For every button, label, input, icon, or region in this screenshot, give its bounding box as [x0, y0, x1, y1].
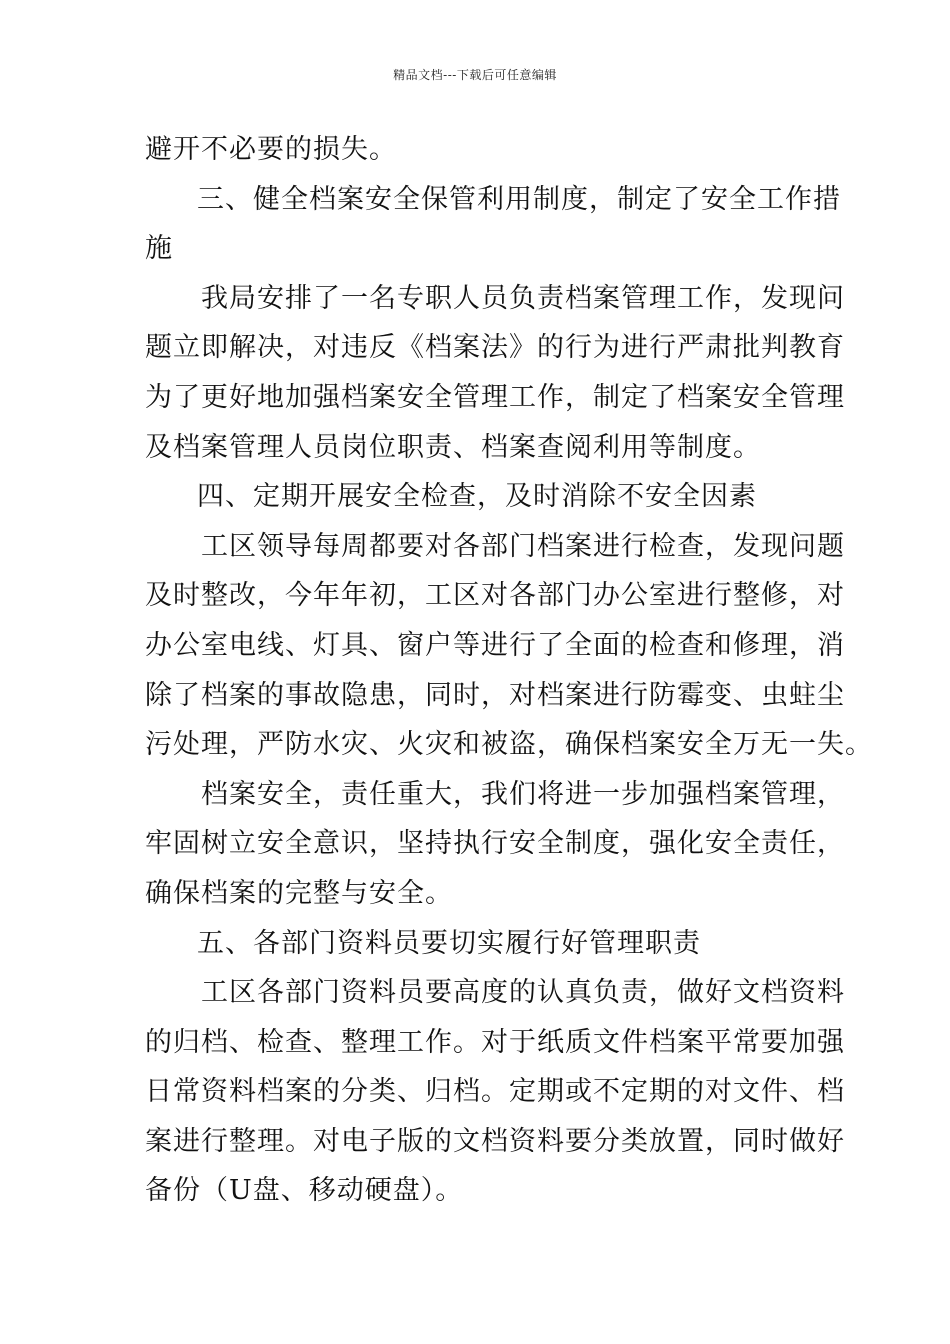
text-line: 档案安全，责任重大，我们将进一步加强档案管理， — [201, 778, 845, 810]
text-line: 污处理，严防水灾、火灾和被盗，确保档案安全万无一失。 — [145, 729, 873, 761]
paragraph-continuation — [145, 125, 813, 175]
text-line: 办公室电线、灯具、窗户等进行了全面的检查和修理，消 — [145, 629, 845, 661]
text-line: 的归档、检查、整理工作。对于纸质文件档案平常要加强 — [145, 1026, 845, 1058]
document-body — [145, 125, 873, 1216]
paragraph — [145, 522, 873, 770]
page-header: 精品文档---下载后可任意编辑 — [393, 68, 557, 82]
text-line: 日常资料档案的分类、归档。定期或不定期的对文件、档 — [145, 1076, 845, 1108]
text-line: 为了更好地加强档案安全管理工作，制定了档案安全管理 — [145, 381, 845, 413]
text-line: 工区领导每周都要对各部门档案进行检查，发现问题 — [201, 530, 845, 562]
section-heading-4 — [145, 472, 813, 522]
text-line: 牢固树立安全意识，坚持执行安全制度，强化安全责任， — [145, 828, 845, 860]
paragraph — [145, 968, 845, 1216]
text-line: 及时整改，今年年初，工区对各部门办公室进行整修，对 — [145, 580, 845, 612]
text-line: 我局安排了一名专职人员负责档案管理工作，发现问 — [201, 282, 845, 314]
text-line: 除了档案的事故隐患，同时，对档案进行防霉变、虫蛀尘 — [145, 679, 845, 711]
text-line: 案进行整理。对电子版的文档资料要分类放置，同时做好 — [145, 1125, 845, 1157]
text-line: 五、各部门资料员要切实履行好管理职责 — [197, 927, 701, 959]
text-line: 确保档案的完整与安全。 — [145, 877, 453, 909]
section-heading-5 — [145, 919, 813, 969]
paragraph — [145, 770, 845, 919]
text-line: 施 — [145, 233, 173, 265]
text-line: 题立即解决，对违反《档案法》的行为进行严肃批判教育 — [145, 332, 845, 364]
text-line: 备份（U盘、移动硬盘）。 — [145, 1175, 464, 1207]
section-heading-3 — [145, 175, 841, 274]
text-line: 三、健全档案安全保管利用制度，制定了安全工作措 — [197, 183, 841, 215]
text-line: 四、定期开展安全检查，及时消除不安全因素 — [197, 481, 757, 513]
paragraph — [145, 274, 845, 472]
text-line: 及档案管理人员岗位职责、档案查阅利用等制度。 — [145, 431, 761, 463]
text-line: 避开不必要的损失。 — [145, 134, 397, 165]
text-line: 工区各部门资料员要高度的认真负责，做好文档资料 — [201, 977, 845, 1009]
